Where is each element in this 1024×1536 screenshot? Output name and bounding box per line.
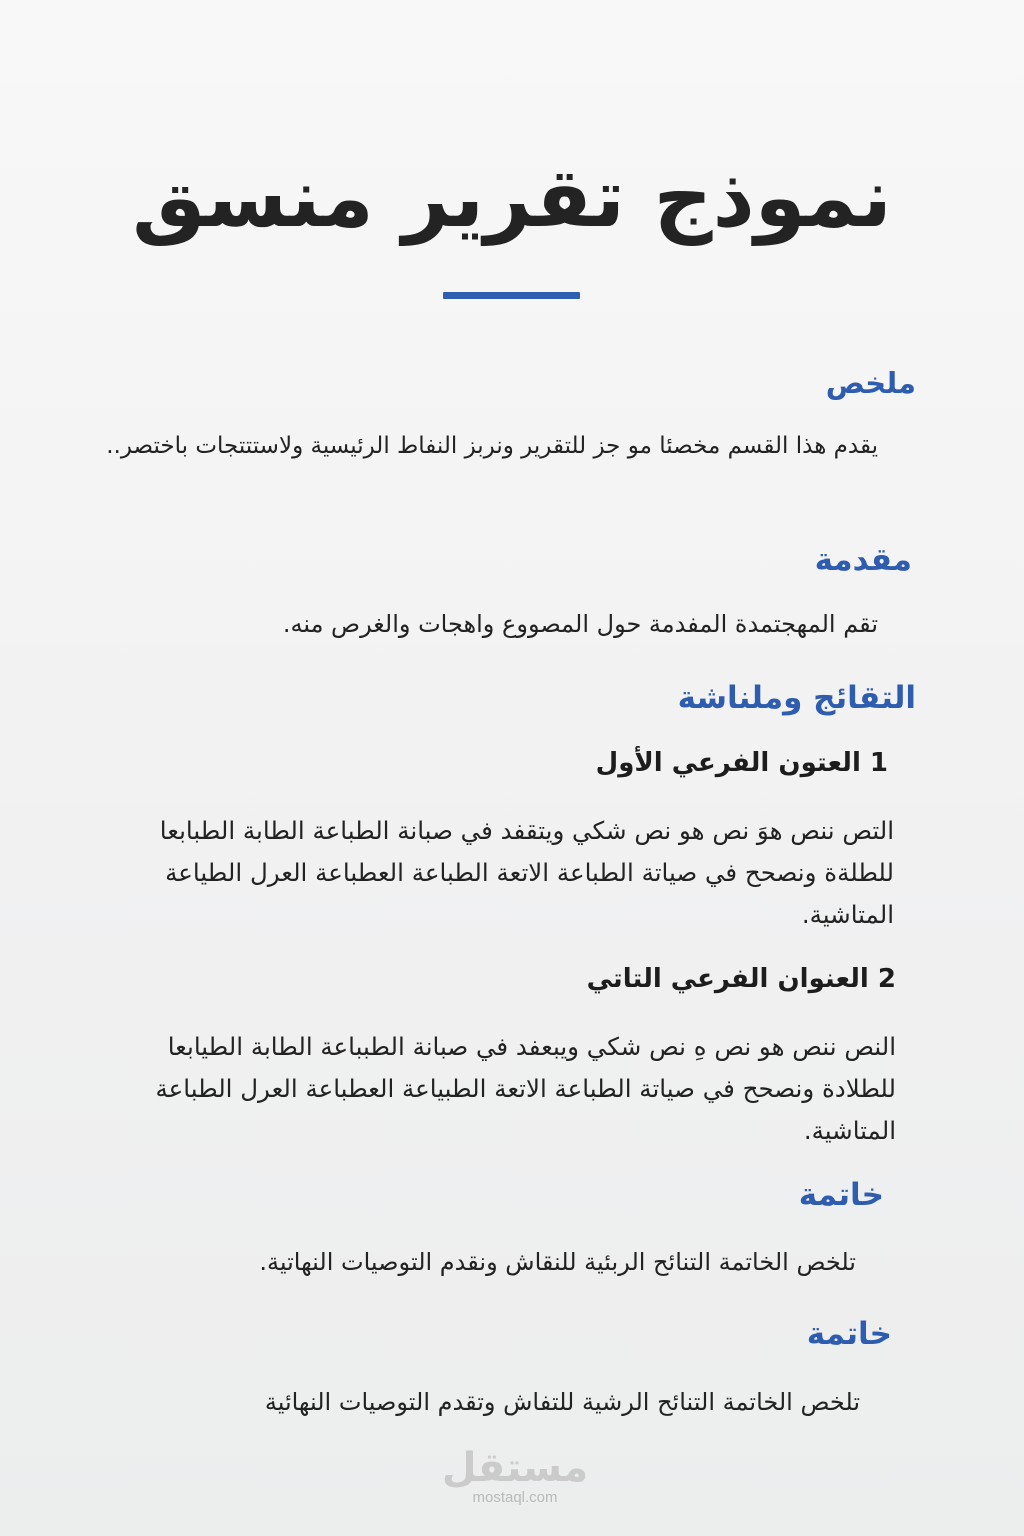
section-body-conclusion-repeat: تلخص الخاتمة التنائح الرشية للتفاش وتقدم التوصيات النهائية (264, 1388, 860, 1416)
section-heading-conclusion-repeat: خاتمة (806, 1316, 892, 1352)
section-heading-introduction: مقدمة (814, 542, 912, 578)
subsection-heading-first: 1 العتون الفرعي الأول (595, 748, 888, 778)
title-underline (443, 292, 580, 299)
section-body-summary: يقدم هذا القسم مخصئا مو جز للتقرير ونربز النفاط الرئيسية ولاستتتجات باختصر.. (106, 433, 878, 459)
section-heading-summary: ملخص (825, 366, 916, 400)
subsection-body-second: النص ننص هو نص هِ نص شكي ويبعفد في صبانة الطبباعة الطابة الطيابعا للطلادة ونصحح في صياتة الطباعة الاتعة الطبياعة العطباعة العرل الطباعة المتاشية. (155, 1032, 896, 1146)
section-heading-results: التقائج وملناشة (677, 680, 916, 716)
subsection-body-first: التص ننص هوَ نص هو نص شكي ويتقفد في صبانة الطباعة الطابة الطبابعا للطلةة ونصحح في صياتة الطباعة الاتعة الطباعة العطباعة العرل الطياعة المتاشية. (159, 816, 894, 930)
watermark-domain: mostaql.com (472, 1489, 558, 1506)
subsection-heading-second: 2 العنوان الفرعي التاتي (586, 964, 896, 994)
section-body-conclusion: تلخص الخاتمة التنائح الربئية للنقاش ونقدم التوصيات النهاتية. (259, 1248, 856, 1276)
watermark-logo: مستقل (441, 1445, 589, 1491)
page-title: نموذج تقرير منسق (132, 151, 892, 246)
mostaql-watermark (430, 1447, 600, 1506)
section-body-introduction: تقم المهجتمدة المفدمة حول المصووع واهجات والغرص منه. (282, 610, 878, 638)
section-heading-conclusion: خاتمة (798, 1177, 884, 1213)
